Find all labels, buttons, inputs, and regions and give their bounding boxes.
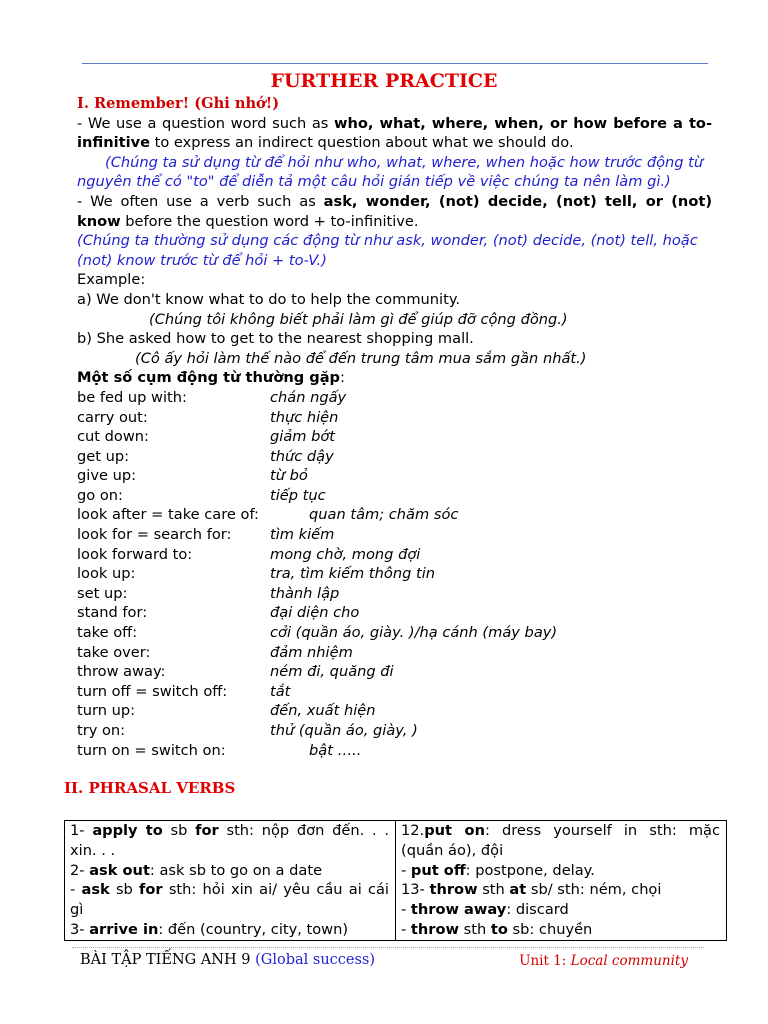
verb-bold: to — [490, 920, 508, 938]
phrasal-verb-english: turn on = switch on: — [77, 741, 226, 759]
item-text: sb — [109, 881, 140, 899]
phrasal-verb-english: cut down: — [77, 428, 149, 446]
phrasal-verb-english: set up: — [77, 584, 128, 602]
phrasal-verb-row — [77, 486, 712, 506]
phrasal-verbs-table — [64, 820, 727, 941]
item-number: 3- — [70, 920, 90, 938]
item-text: sth — [458, 920, 491, 938]
phrasal-verb-english: look after = take care of: — [77, 506, 259, 524]
phrasal-verb-english: look up: — [77, 565, 136, 583]
footer-rule — [72, 947, 704, 948]
item-text: sth — [477, 881, 510, 899]
example-a: a) We don't know what to do to help the community. — [77, 290, 461, 308]
rule-1 — [77, 114, 712, 153]
section-remember — [77, 94, 712, 760]
phrasal-verb-row — [77, 662, 712, 682]
item-text: sb — [162, 822, 196, 839]
item-dash: - — [401, 920, 411, 938]
phrasal-verb-english: get up: — [77, 447, 130, 465]
footer-unit — [519, 953, 688, 969]
phrasal-verb-row — [77, 466, 712, 486]
phrasal-verb-row — [77, 701, 712, 721]
phrasal-verb-english: look for = search for: — [77, 526, 232, 544]
phrasal-verb-row — [77, 447, 712, 467]
footer-book-title — [80, 952, 375, 968]
phrasal-verb-vietnamese: thực hiện — [270, 408, 339, 426]
table-cell-left — [65, 821, 396, 941]
section1-heading: I. Remember! (Ghi nhớ!) — [77, 95, 280, 112]
list-item — [401, 821, 720, 861]
phrasal-verb-row — [77, 643, 712, 663]
item-number: 1- — [70, 822, 93, 839]
phrasal-verb-row — [77, 682, 712, 702]
item-text: sth: hỏi xin ai/ yêu cầu ai cái gì — [70, 881, 389, 919]
item-text: : dress yourself in sth: mặc (quần áo), đội — [401, 822, 721, 859]
phrasal-verb-row — [77, 564, 712, 584]
phrasal-verb-row — [77, 427, 712, 447]
rule-2-vietnamese: (Chúng ta thường sử dụng các động từ như ask, wonder, (not) decide, (not) tell, hoặc (not) know trước từ để hỏi + to-V.) — [77, 232, 698, 269]
table-cell-right — [396, 821, 727, 941]
phrasal-verb-vietnamese: từ bỏ — [270, 467, 308, 485]
rule-1-bold: who, what, where, when, or how before a to-infinitive — [77, 114, 712, 152]
phrasal-list-heading — [77, 368, 712, 388]
phrasal-verb-english: be fed up with: — [77, 388, 187, 406]
verb-bold: for — [195, 822, 219, 839]
phrasal-verb-vietnamese: chán ngấy — [270, 388, 347, 406]
rule-2-text: - We often use a verb such as — [77, 192, 324, 210]
footer-series: (Global success) — [255, 952, 376, 968]
phrasal-verb-vietnamese: đảm nhiệm — [270, 643, 353, 661]
list-item — [401, 920, 720, 940]
example-b-vietnamese: (Cô ấy hỏi làm thế nào để đến trung tâm mua sắm gần nhất.) — [135, 349, 587, 367]
phrasal-verb-english: turn off = switch off: — [77, 682, 228, 700]
phrasal-verb-vietnamese: đến, xuất hiện — [270, 702, 376, 720]
item-number: 12. — [401, 822, 425, 839]
phrasal-verb-vietnamese: cởi (quần áo, giày. )/hạ cánh (máy bay) — [270, 624, 558, 642]
example-b: b) She asked how to get to the nearest shopping mall. — [77, 330, 474, 348]
list-item — [70, 821, 389, 861]
example-label: Example: — [77, 271, 146, 289]
phrasal-verb-row — [77, 505, 712, 525]
footer-title-text: BÀI TẬP TIẾNG ANH 9 — [80, 952, 256, 968]
rule-2-post: before the question word + to-infinitive. — [120, 212, 419, 230]
phrasal-verb-list — [77, 388, 712, 760]
footer-unit-name: Local community — [570, 953, 688, 969]
phrasal-verb-vietnamese: ném đi, quăng đi — [270, 663, 394, 681]
phrasal-verb-english: look forward to: — [77, 545, 193, 563]
verb-bold: throw — [429, 881, 478, 899]
phrasal-verb-english: stand for: — [77, 604, 148, 622]
verb-bold: put off — [410, 861, 466, 879]
phrasal-verb-vietnamese: giảm bớt — [270, 428, 336, 446]
rule-1-text: - We use a question word such as — [77, 114, 335, 132]
phrasal-verb-english: try on: — [77, 722, 126, 739]
item-text: : ask sb to go on a date — [149, 861, 323, 879]
section2-heading: II. PHRASAL VERBS — [64, 779, 236, 797]
table-row — [65, 821, 727, 941]
list-item — [401, 861, 720, 881]
phrasal-verb-row — [77, 721, 712, 741]
item-text: sth: nộp đơn đến. . . xin. . . — [70, 822, 389, 859]
phrasal-verb-vietnamese: tìm kiếm — [270, 526, 335, 544]
phrasal-verb-vietnamese: quan tâm; chăm sóc — [309, 506, 459, 524]
item-text: sb/ sth: ném, chọi — [526, 881, 662, 899]
phrasal-verb-vietnamese: thành lập — [270, 584, 340, 602]
verb-bold: throw — [410, 920, 459, 938]
item-number: 13- — [401, 881, 430, 899]
header-rule — [82, 63, 708, 64]
phrasal-verb-row — [77, 623, 712, 643]
phrasal-verb-english: go on: — [77, 486, 123, 504]
phrasal-verb-vietnamese: bật ….. — [309, 741, 362, 759]
item-text: sb: chuyền — [507, 920, 593, 938]
item-number: 2- — [70, 861, 90, 879]
phrasal-verb-vietnamese: đại diện cho — [270, 604, 360, 622]
verb-bold: apply to — [92, 822, 163, 839]
phrasal-verb-row — [77, 408, 712, 428]
verb-bold: ask out — [89, 861, 150, 879]
footer-unit-label: Unit 1: — [519, 953, 571, 969]
phrasal-verb-english: turn up: — [77, 702, 136, 720]
item-dash: - — [401, 901, 411, 919]
phrasal-verb-row — [77, 603, 712, 623]
phrasal-heading-text: Một số cụm động từ thường gặp — [77, 369, 341, 387]
item-dash: - — [70, 881, 82, 899]
phrasal-verb-row — [77, 388, 712, 408]
phrasal-verb-english: take over: — [77, 643, 151, 661]
phrasal-verb-row — [77, 741, 712, 761]
phrasal-verb-english: carry out: — [77, 408, 148, 426]
phrasal-verb-english: throw away: — [77, 663, 166, 681]
phrasal-verb-vietnamese: tra, tìm kiếm thông tin — [270, 565, 435, 583]
rule-2-bold: ask, wonder, (not) decide, (not) tell, or (not) know — [77, 192, 712, 230]
phrasal-verb-row — [77, 545, 712, 565]
verb-bold: for — [139, 881, 163, 899]
list-item — [401, 880, 720, 900]
phrasal-verb-row — [77, 584, 712, 604]
list-item — [70, 920, 389, 940]
phrasal-verb-vietnamese: thử (quần áo, giày, ) — [270, 722, 418, 739]
verb-bold: arrive in — [89, 920, 159, 938]
phrasal-heading-colon: : — [340, 369, 345, 387]
verb-bold: throw away — [410, 901, 507, 919]
item-text: : postpone, delay. — [465, 861, 595, 879]
verb-bold: put on — [424, 822, 485, 839]
verb-bold: at — [509, 881, 527, 899]
phrasal-verb-vietnamese: thức dậy — [270, 447, 334, 465]
phrasal-verb-vietnamese: tiếp tục — [270, 486, 326, 504]
phrasal-verb-vietnamese: mong chờ, mong đợi — [270, 545, 421, 563]
list-item — [70, 880, 389, 920]
list-item — [70, 861, 389, 881]
list-item — [401, 900, 720, 920]
phrasal-verb-english: take off: — [77, 624, 138, 642]
item-text: : đến (country, city, town) — [158, 920, 349, 938]
phrasal-verb-english: give up: — [77, 467, 137, 485]
example-a-vietnamese: (Chúng tôi không biết phải làm gì để giúp đỡ cộng đồng.) — [149, 310, 568, 328]
rule-1-post: to express an indirect question about what we should do. — [150, 134, 574, 152]
item-dash: - — [401, 861, 411, 879]
verb-bold: ask — [81, 881, 110, 899]
page-title: FURTHER PRACTICE — [270, 70, 498, 92]
item-text: : discard — [506, 901, 569, 919]
phrasal-verb-vietnamese: tắt — [270, 682, 291, 700]
rule-2 — [77, 192, 712, 231]
rule-1-vietnamese: (Chúng ta sử dụng từ để hỏi như who, what, where, when hoặc how trước động từ nguyên thể có "to" để diễn tả một câu hỏi gián tiếp về việc chúng ta nên làm gì.) — [77, 153, 704, 191]
phrasal-verb-row — [77, 525, 712, 545]
